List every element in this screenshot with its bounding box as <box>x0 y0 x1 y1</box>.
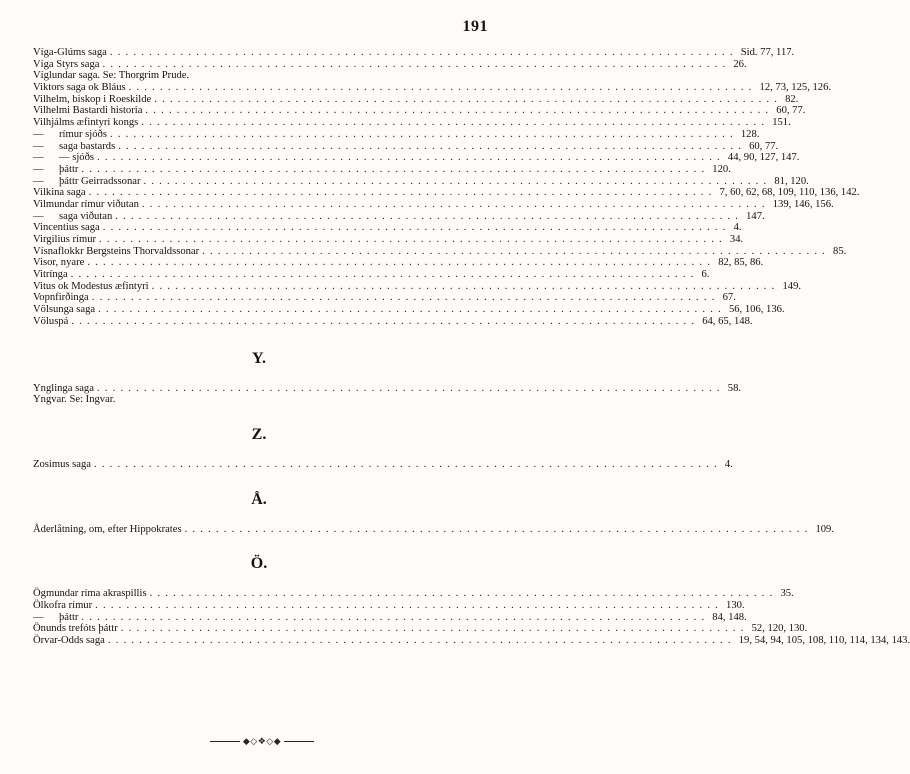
section-gap <box>33 369 485 383</box>
index-entry <box>33 234 744 246</box>
index-section-o-umlaut <box>33 588 910 646</box>
leader-dots: ................................................................................ <box>109 47 738 58</box>
leader-dots: ................................................................................ <box>97 152 725 164</box>
index-entry <box>33 222 742 234</box>
index-entry <box>33 175 809 188</box>
page-reference: 58. <box>727 382 742 394</box>
ditto-dash: — <box>33 128 44 140</box>
page-reference: 151. <box>772 117 791 129</box>
page-reference: 34. <box>729 234 744 245</box>
index-entry <box>33 315 753 328</box>
page-reference: Sid. 77, 117. <box>740 47 795 58</box>
page-reference: 84, 148. <box>712 611 747 623</box>
page-reference: 52, 120, 130. <box>751 623 808 635</box>
section-heading-y: Y. <box>251 349 267 367</box>
page-reference: 67. <box>722 292 736 304</box>
section-heading-z: Z. <box>251 425 267 443</box>
index-entry <box>33 152 800 164</box>
page-reference: 130. <box>726 599 745 611</box>
index-entry <box>33 117 791 129</box>
page-reference: 26. <box>733 58 747 70</box>
leader-dots: ................................................................................ <box>154 93 783 105</box>
leader-dots: ................................................................................ <box>145 105 774 117</box>
page-reference: 128. <box>740 128 760 140</box>
index-entry <box>33 382 742 395</box>
page-reference: 56, 106, 136. <box>728 304 785 316</box>
leader-dots: ................................................................................ <box>128 82 757 94</box>
ditto-dash: — <box>33 210 44 222</box>
page-number: 191 <box>462 18 488 35</box>
section-heading-o-umlaut: Ö. <box>250 555 268 573</box>
leader-dots: ................................................................................ <box>109 128 738 140</box>
page-reference: 147. <box>746 210 765 222</box>
page-reference: 85. <box>833 245 847 257</box>
leader-dots: ................................................................................ <box>93 458 722 470</box>
page-reference: 6. <box>701 269 710 281</box>
index-entry <box>33 70 485 82</box>
leader-dots: ................................................................................ <box>87 257 716 269</box>
page-reference: 60, 77. <box>749 140 779 152</box>
entry-title: saga bastards <box>59 140 116 152</box>
leader-dots: ................................................................................ <box>115 210 744 222</box>
entry-title: — sjóðs <box>59 152 95 164</box>
entry-title: Víga-Glúms saga <box>33 47 107 58</box>
tailpiece-ornament-icon: ◆◇❖◇◆ <box>200 736 324 747</box>
entry-title: Völuspá <box>33 315 69 327</box>
index-entry <box>33 105 806 117</box>
entry-title: Vincentius saga <box>33 222 100 234</box>
index-entry <box>33 257 764 269</box>
page-reference: 120. <box>712 163 731 175</box>
entry-title: Vilkina saga <box>33 187 86 199</box>
index-entry <box>33 635 910 647</box>
entry-title: Völsunga saga <box>33 304 96 316</box>
index-entry <box>33 93 799 106</box>
leader-dots: ................................................................................ <box>70 269 699 281</box>
page-reference: 12, 73, 125, 126. <box>759 82 832 94</box>
page-reference: 82, 85, 86. <box>718 257 764 269</box>
entry-title: Vopnfirðinga <box>33 292 89 304</box>
index-entry <box>33 187 860 199</box>
index-entry <box>33 82 832 94</box>
entry-title: Visor, nyare <box>33 257 85 269</box>
index-entry <box>33 458 733 471</box>
leader-dots: ................................................................................ <box>81 611 710 623</box>
leader-dots: ................................................................................ <box>184 523 813 535</box>
ditto-dash: — <box>33 152 44 164</box>
entry-title: Ynglinga saga <box>33 382 94 394</box>
leader-dots: ................................................................................ <box>88 187 717 199</box>
section-gap <box>33 406 485 425</box>
leader-dots: ................................................................................ <box>141 117 770 129</box>
leader-dots: ................................................................................ <box>143 175 772 187</box>
index-content <box>33 47 910 647</box>
page-reference: 64, 65, 148. <box>702 315 753 327</box>
index-entry <box>33 292 736 304</box>
index-entry <box>33 599 745 612</box>
section-gap <box>33 328 485 349</box>
index-entry <box>33 245 847 258</box>
index-entry <box>33 210 765 223</box>
page-reference: 19, 54, 94, 105, 108, 110, 114, 134, 143. <box>738 635 910 646</box>
index-entry <box>33 128 760 141</box>
leader-dots: ................................................................................ <box>102 222 731 234</box>
section-gap <box>33 574 485 588</box>
index-entry <box>33 58 747 71</box>
leader-dots: ................................................................................ <box>202 245 831 257</box>
leader-dots: ................................................................................ <box>81 163 710 175</box>
entry-title: Åderlåtning, om, efter Hippokrates <box>33 523 182 535</box>
index-entry <box>33 163 731 176</box>
entry-title: Viktors saga ok Bláus <box>33 82 126 94</box>
entry-title: saga viðutan <box>59 210 113 222</box>
leader-dots: ................................................................................ <box>91 292 720 304</box>
index-entry <box>33 611 747 624</box>
entry-title: Vilhjálms æfintyri kongs <box>33 117 139 129</box>
ditto-dash: — <box>33 611 44 623</box>
page-reference: 81, 120. <box>774 175 809 187</box>
index-entry <box>33 280 802 293</box>
entry-title: rímur sjóðs <box>59 128 107 140</box>
leader-dots: ................................................................................ <box>120 623 749 635</box>
leader-dots: ................................................................................ <box>96 382 725 394</box>
entry-title: Ölkofra rímur <box>33 599 93 611</box>
entry-title: Yngvar. Se: Ingvar. <box>33 394 116 406</box>
page-reference: 4. <box>733 222 742 234</box>
section-gap <box>33 471 485 490</box>
page-reference: 82. <box>785 93 799 105</box>
leader-dots: ................................................................................ <box>95 599 724 611</box>
entry-title: þáttr Geirradssonar <box>59 175 141 187</box>
page-reference: 139, 146, 156. <box>772 198 834 210</box>
leader-dots: ................................................................................ <box>102 58 731 70</box>
leader-dots: ................................................................................ <box>107 635 736 646</box>
leader-dots: ................................................................................ <box>149 588 778 600</box>
index-section-v <box>33 47 860 328</box>
leader-dots: ................................................................................ <box>98 304 726 316</box>
page-reference: 44, 90, 127, 147. <box>727 152 800 164</box>
ditto-dash: — <box>33 163 44 175</box>
entry-title: Virgilius rímur <box>33 234 97 245</box>
index-entry <box>33 47 795 59</box>
index-section-z <box>33 458 733 471</box>
page-reference: 60, 77. <box>776 105 806 117</box>
index-entry <box>33 523 834 536</box>
leader-dots: ................................................................................ <box>99 234 727 245</box>
page-reference: 4. <box>724 458 733 470</box>
entry-title: Örvar-Odds saga <box>33 635 105 646</box>
section-gap <box>33 535 485 554</box>
entry-title: Önunds trefóts þáttr <box>33 623 118 635</box>
entry-title: Víga Styrs saga <box>33 58 100 70</box>
index-entry <box>33 269 710 281</box>
section-heading-a-ring: Å. <box>251 490 267 508</box>
ditto-dash: — <box>33 140 44 152</box>
entry-title: Vísnaflokkr Bergsteins Thorvaldssonar <box>33 245 200 257</box>
entry-title: þáttr <box>59 163 79 175</box>
index-entry <box>33 198 834 211</box>
page-reference: 109. <box>815 523 834 535</box>
entry-title: Zosimus saga <box>33 458 91 470</box>
entry-title: Vilhelm, biskop i Roeskilde <box>33 93 152 105</box>
index-entry <box>33 394 485 406</box>
page-reference: 35. <box>780 588 794 600</box>
section-gap <box>33 510 485 524</box>
entry-title: Vilhelmi Bastardi historia <box>33 105 143 117</box>
page-reference: 7, 60, 62, 68, 109, 110, 136, 142. <box>719 187 860 199</box>
entry-title: Víglundar saga. Se: Thorgrim Prude. <box>33 70 190 82</box>
index-entry <box>33 588 794 600</box>
leader-dots: ................................................................................ <box>71 315 700 327</box>
leader-dots: ................................................................................ <box>151 280 780 292</box>
index-entry <box>33 623 808 635</box>
leader-dots: ................................................................................ <box>118 140 747 152</box>
index-entry <box>33 140 779 153</box>
entry-title: Ögmundar ríma akraspillis <box>33 588 147 600</box>
entry-title: Vitus ok Modestus æfintyri <box>33 280 149 292</box>
index-section-a-ring <box>33 523 834 536</box>
index-section-y <box>33 382 742 406</box>
leader-dots: ................................................................................ <box>141 198 770 210</box>
page-reference: 149. <box>782 280 802 292</box>
entry-title: Vitrínga <box>33 269 68 281</box>
section-gap <box>33 445 485 459</box>
ditto-dash: — <box>33 175 44 187</box>
entry-title: Vilmundar rímur viðutan <box>33 198 139 210</box>
index-entry <box>33 304 785 316</box>
entry-title: þáttr <box>59 611 79 623</box>
